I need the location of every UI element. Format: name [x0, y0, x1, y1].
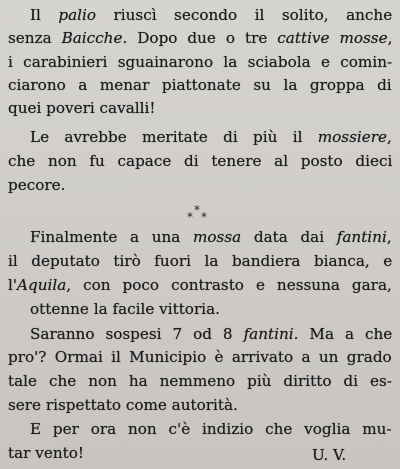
text-line: tar vento!: [8, 444, 84, 462]
text-line: pecore.: [8, 176, 66, 194]
text-line: Saranno sospesi 7 od 8 fantini. Ma a che: [30, 325, 393, 343]
text-line: i carabinieri sguainarono la sciabola e comin-: [8, 53, 393, 71]
author-signature: U. V.: [312, 446, 347, 464]
asterism-separator: * * *: [187, 203, 207, 224]
text-line: tale che non ha nemmeno più diritto di es-: [8, 372, 392, 390]
text-line: sere rispettato come autorità.: [8, 396, 238, 414]
text-line: senza Baicche. Dopo due o tre cattive mosse,: [8, 29, 393, 47]
text-line: che non fu capace di tenere al posto dieci: [8, 152, 393, 170]
text-line: l'Aquila, con poco contrasto e nessuna gara,: [8, 276, 392, 294]
text-line: quei poveri cavalli!: [8, 99, 156, 117]
text-line: Finalmente a una mossa data dai fantini,: [30, 228, 392, 246]
text-line: Il palio riuscì secondo il solito, anche: [30, 6, 393, 24]
text-line: ciarono a menar piattonate su la groppa di: [8, 76, 392, 94]
text-line: ottenne la facile vittoria.: [30, 300, 220, 318]
text-line: pro'? Ormai il Municipio è arrivato a un grado: [8, 348, 392, 366]
text-line: il deputato tirò fuori la bandiera bianca, e: [8, 252, 393, 270]
text-line: Le avrebbe meritate di più il mossiere,: [30, 128, 392, 146]
text-line: E per ora non c'è indizio che voglia mu-: [30, 420, 392, 438]
